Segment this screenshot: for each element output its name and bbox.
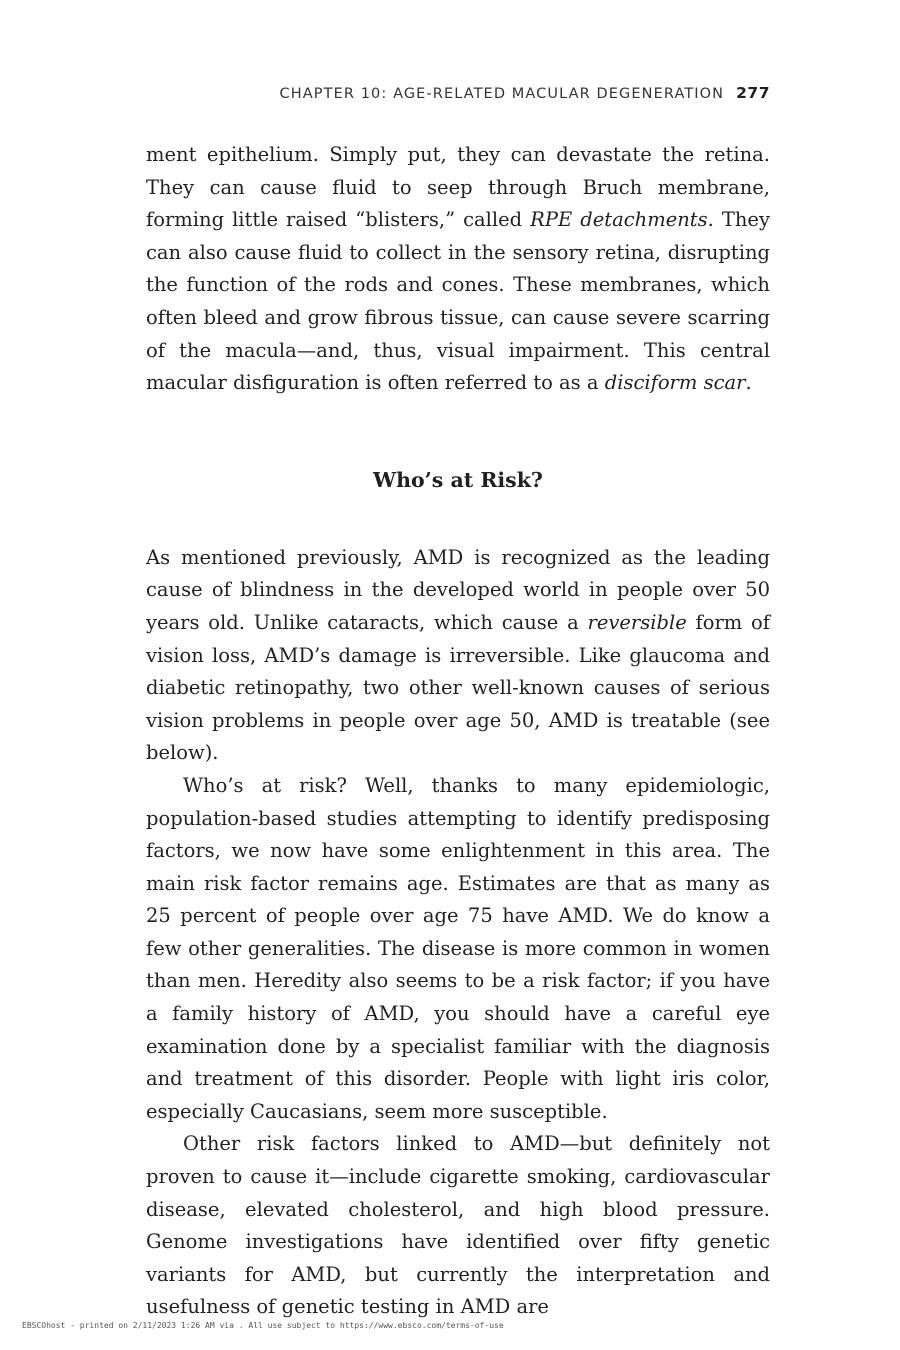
paragraph-risk-intro bbox=[146, 542, 770, 770]
paragraph-risk-factors: Who’s at risk? Well, thanks to many epidemiologic, population-based studies attempting to identify predisposing factors, we now have some enlightenment in this area. The main risk factor remains age. Estimates are that as many as 25 percent of people over age 75 have AMD. We do know a few other generalities. The disease is more common in women than men. Heredity also seems to be a risk factor; if you have a family history of AMD, you should have a careful eye examination done by a specialist familiar with the diagnosis and treatment of this disorder. People with light iris color, especially Caucasians, seem more susceptible. bbox=[146, 773, 770, 1123]
section-heading: Who’s at Risk? bbox=[373, 467, 543, 492]
paragraph-text: As mentioned previously, AMD is recognized as the leading cause of blindness in the developed world in people over 50 years old. Unlike cataracts, which cause a bbox=[146, 545, 770, 634]
paragraph-text: form of vision loss, AMD’s damage is irreversible. Like glaucoma and diabetic retinopathy, two other well-known causes of serious vision problems in people over age 50, AMD is treatable (see below). bbox=[146, 610, 771, 765]
chapter-title: CHAPTER 10: AGE-RELATED MACULAR DEGENERATION bbox=[279, 86, 725, 102]
paragraph-text: ment epithelium. Simply put, they can devastate the retina. They can cause fluid to seep through Bruch membrane, forming little raised “blisters,” called bbox=[146, 143, 770, 232]
running-head bbox=[280, 84, 770, 102]
page-number: 277 bbox=[736, 84, 770, 102]
paragraph-text: . They can also cause fluid to collect in the sensory retina, disrupting the function of the rods and cones. These membranes, which often bleed and grow fibrous tissue, can cause severe scarring of the macula—and, thus, visual impairment. This central macular disfiguration is often referred to as a bbox=[146, 208, 770, 395]
italic-term-rpe-detachments: RPE detachments bbox=[530, 208, 708, 232]
paragraph-continued bbox=[146, 139, 770, 400]
italic-term-reversible: reversible bbox=[587, 610, 687, 634]
paragraph-text: . bbox=[745, 371, 752, 395]
italic-term-disciform-scar: disciform scar bbox=[604, 371, 746, 395]
print-footer: EBSCOhost - printed on 2/11/2023 1:26 AM via . All use subject to https://www.ebsco.com/terms-of-use bbox=[22, 1321, 504, 1330]
paragraph-other-factors: Other risk factors linked to AMD—but definitely not proven to cause it—include cigarette smoking, cardiovascular disease, elevated cholesterol, and high blood pressure. Genome investigations have identified over fifty genetic variants for AMD, but currently the interpretation and usefulness of genetic testing in AMD are bbox=[146, 1132, 770, 1319]
page-body bbox=[146, 139, 770, 1324]
